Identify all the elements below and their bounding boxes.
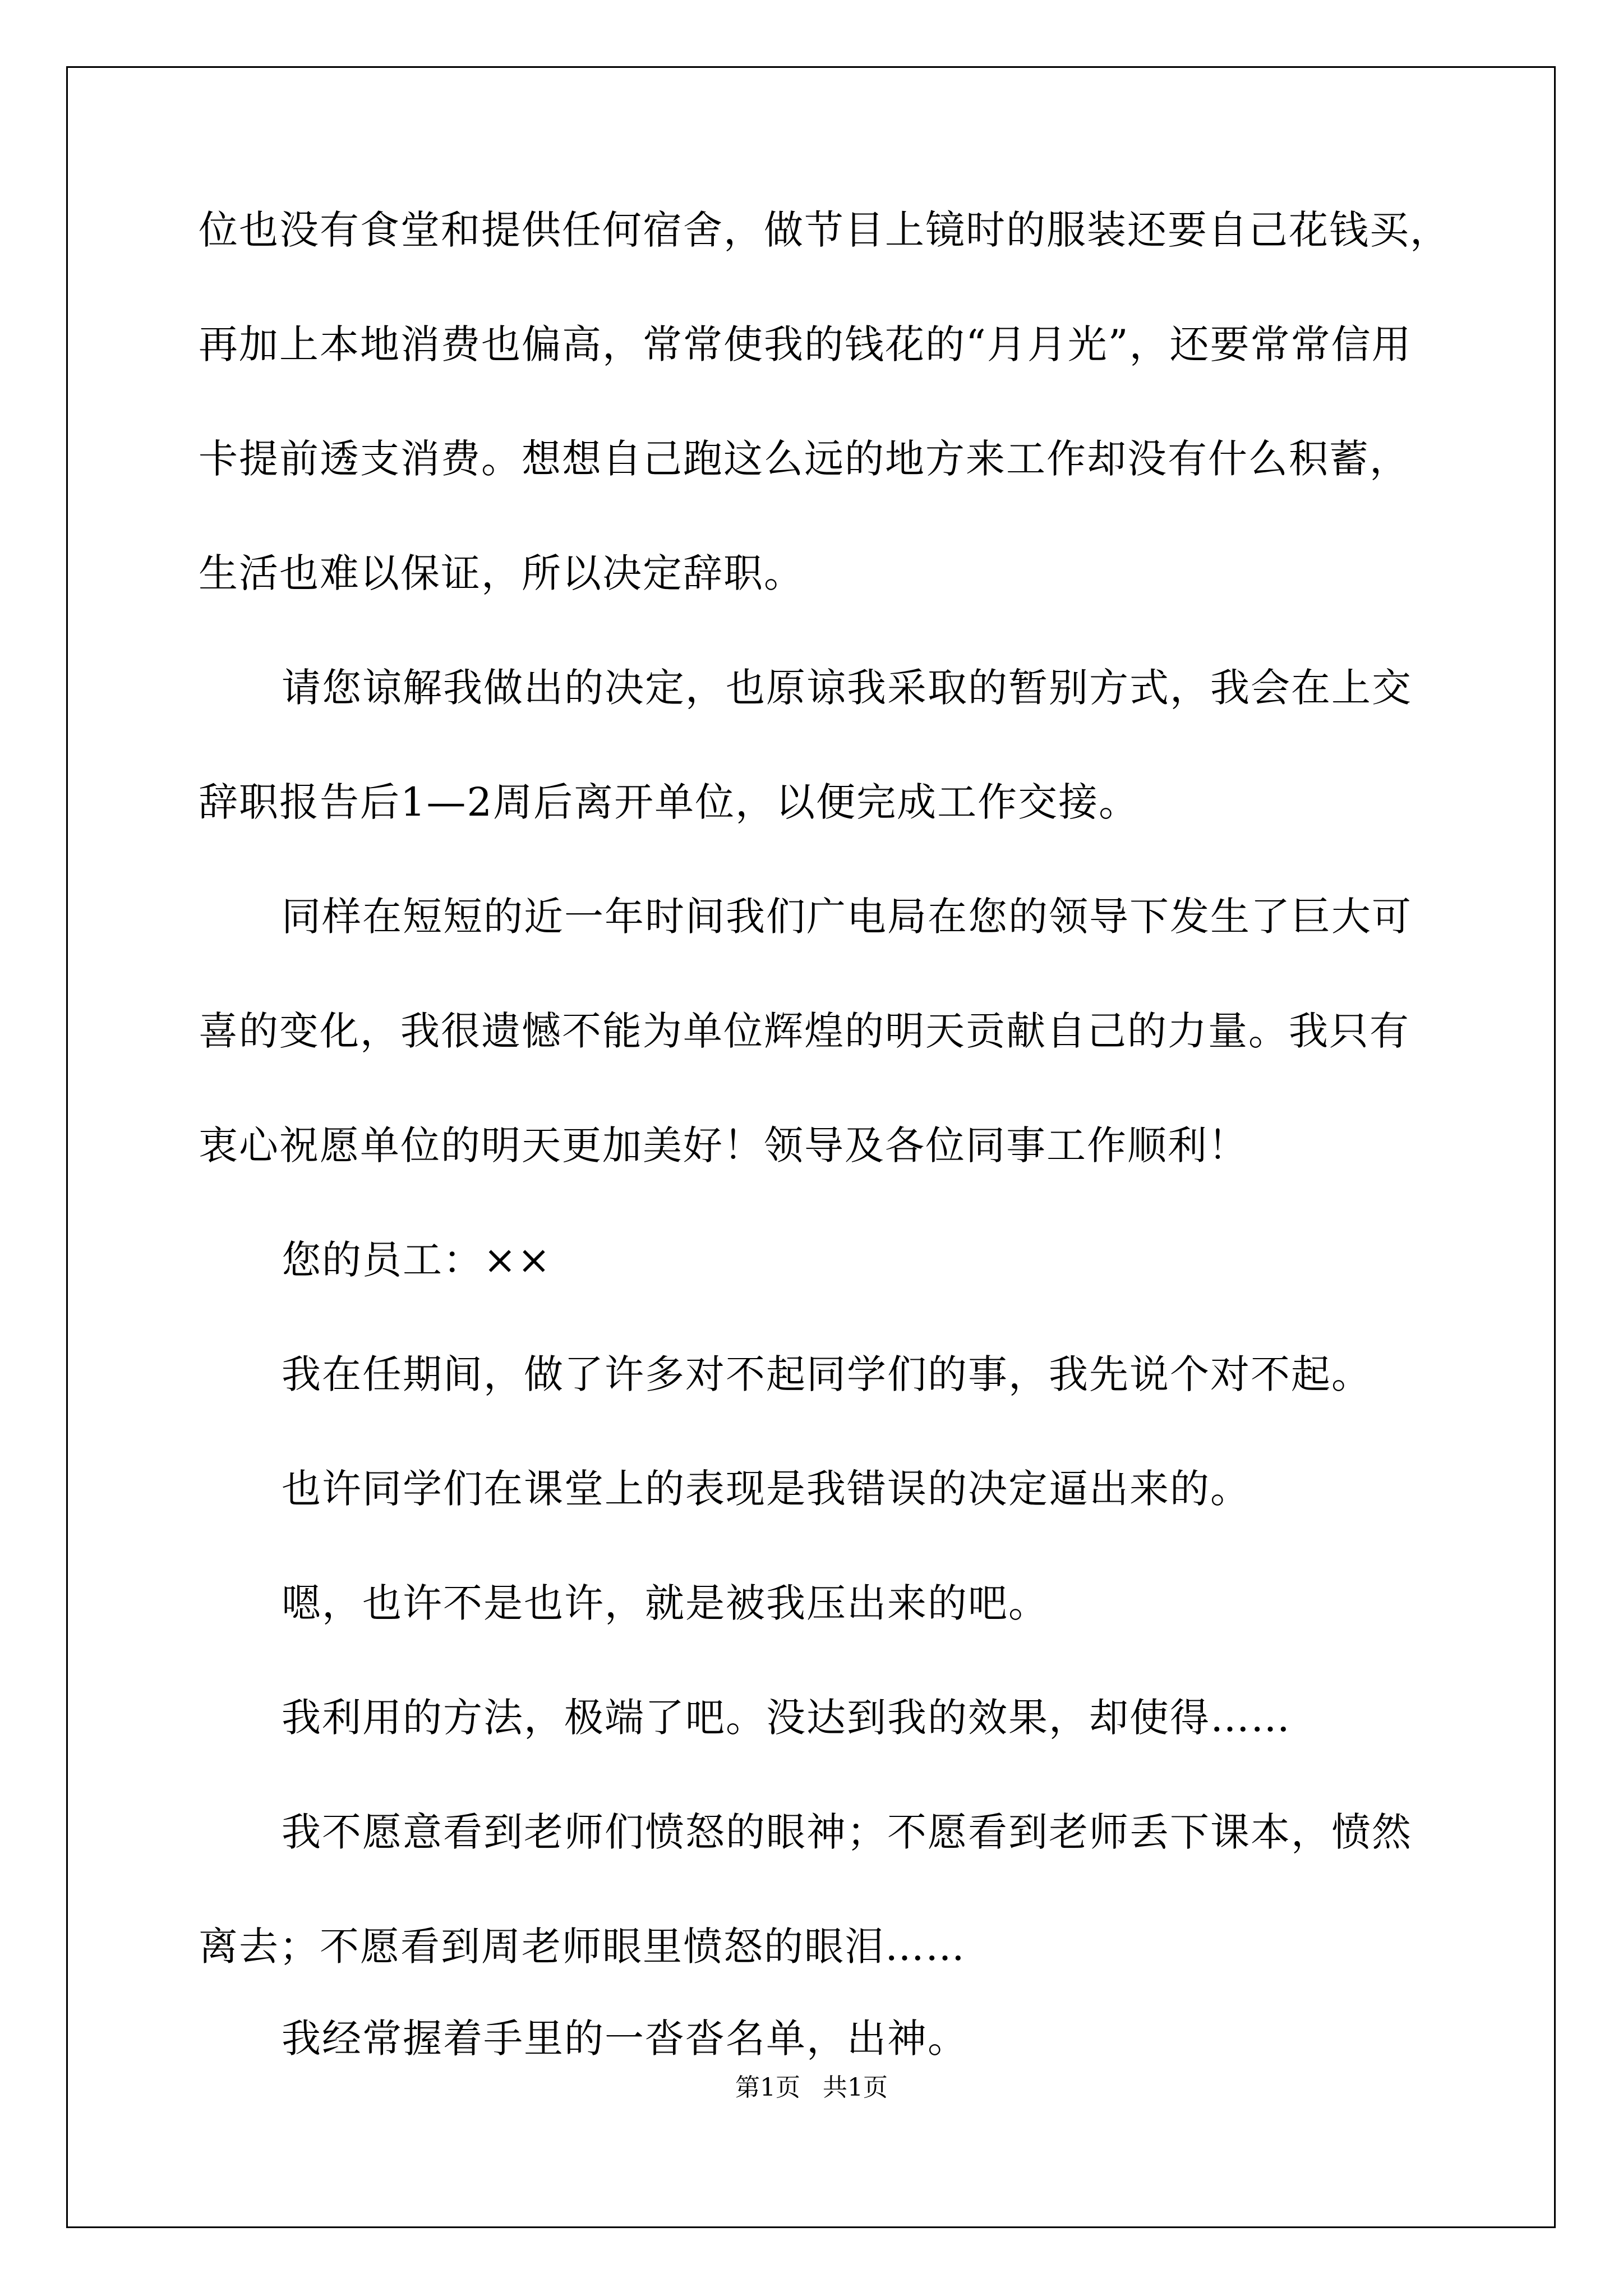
paragraph-start-line: 也许同学们在课堂上的表现是我错误的决定逼出来的。 <box>282 1466 1251 1512</box>
text-line: 喜的变化，我很遗憾不能为单位辉煌的明天贡献自己的力量。我只有 <box>199 1008 1410 1054</box>
text-line: 辞职报告后1—2周后离开单位，以便完成工作交接。 <box>199 779 1140 825</box>
page-number: 第1页 <box>735 2073 800 2102</box>
paragraph-start-line: 我在任期间，做了许多对不起同学们的事，我先说个对不起。 <box>282 1351 1372 1397</box>
paragraph-start-line: 我不愿意看到老师们愤怒的眼神；不愿看到老师丢下课本，愤然 <box>282 1809 1412 1855</box>
page-total: 共1页 <box>823 2073 888 2102</box>
paragraph-start-line: 我利用的方法，极端了吧。没达到我的效果，却使得…… <box>282 1695 1291 1741</box>
page-footer <box>0 2071 1623 2105</box>
text-line: 生活也难以保证，所以决定辞职。 <box>199 550 804 596</box>
paragraph-start-line: 同样在短短的近一年时间我们广电局在您的领导下发生了巨大可 <box>282 894 1412 940</box>
text-line: 再加上本地消费也偏高，常常使我的钱花的“月月光”，还要常常信用 <box>199 321 1412 367</box>
text-line: 卡提前透支消费。想想自己跑这么远的地方来工作却没有什么积蓄， <box>199 436 1410 482</box>
text-line: 衷心祝愿单位的明天更加美好！领导及各位同事工作顺利！ <box>199 1122 1248 1168</box>
paragraph-start-line: 请您谅解我做出的决定，也原谅我采取的暂别方式，我会在上交 <box>282 665 1412 711</box>
signature-line: 您的员工：×× <box>282 1237 552 1283</box>
text-line: 离去；不愿看到周老师眼里愤怒的眼泪…… <box>199 1924 966 1970</box>
paragraph-start-line: 嗯，也许不是也许，就是被我压出来的吧。 <box>282 1580 1049 1626</box>
paragraph-start-line: 我经常握着手里的一沓沓名单，出神。 <box>282 2016 968 2062</box>
text-line: 位也没有食堂和提供任何宿舍，做节目上镜时的服装还要自己花钱买， <box>199 207 1450 253</box>
